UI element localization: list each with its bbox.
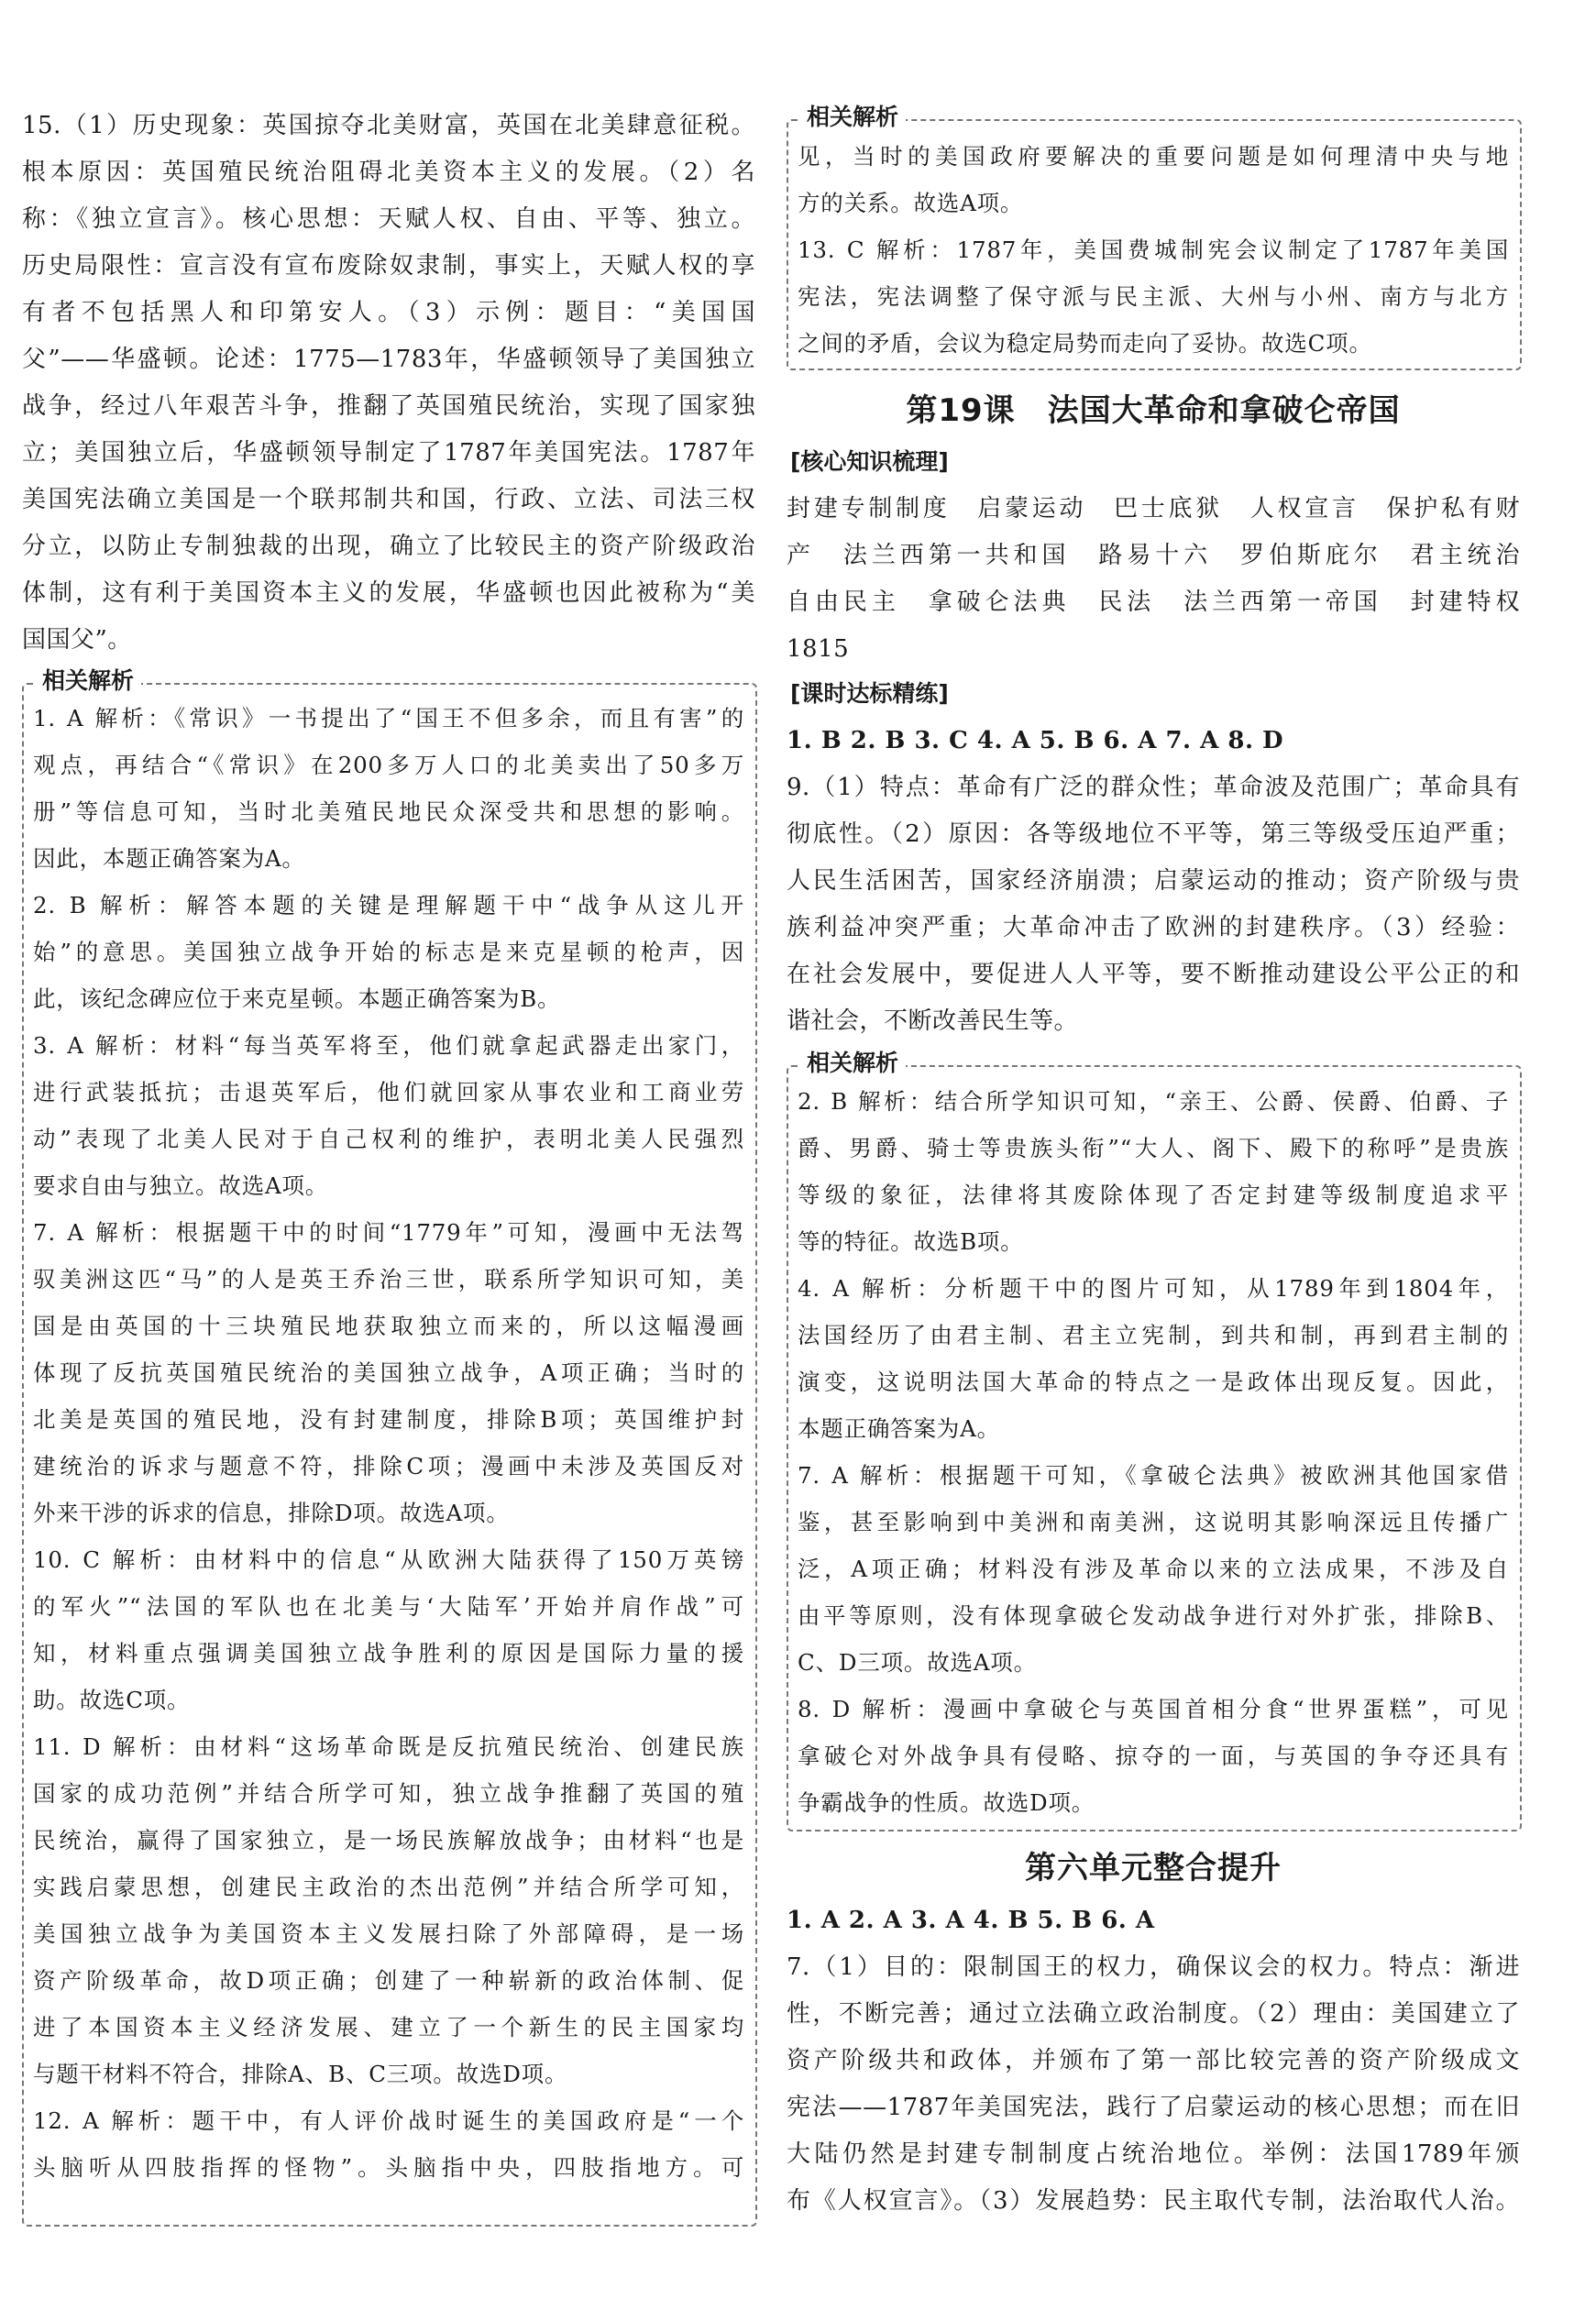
text-line: 驭美洲这匹“马”的人是英王乔治三世，联系所学知识可知，美 xyxy=(33,1266,744,1292)
text-line: 历史局限性：宣言没有宣布废除奴隶制，事实上，天赋人权的享 xyxy=(22,252,755,280)
text-line: 封建专制制度 启蒙运动 巴士底狱 人权宣言 保护私有财 xyxy=(787,495,1520,522)
text-line: 产 法兰西第一共和国 路易十六 罗伯斯庇尔 君主统治 xyxy=(787,542,1520,569)
text-line: 11. D 解析：由材料“这场革命既是反抗殖民统治、创建民族 xyxy=(33,1733,744,1760)
text-line: 因此，本题正确答案为A。 xyxy=(33,845,305,872)
text-line: 7. A 解析：根据题干中的时间“1779年”可知，漫画中无法驾 xyxy=(33,1219,744,1246)
text-line: 等的特征。故选B项。 xyxy=(798,1228,1024,1255)
core-knowledge-tag: [核心知识梳理] xyxy=(790,448,949,475)
text-line: 大陆仍然是封建专制制度占统治地位。举例：法国1789年颁 xyxy=(787,2140,1520,2168)
text-line: 与题干材料不符合，排除A、B、C三项。故选D项。 xyxy=(33,2061,568,2087)
text-line: 美国宪法确立美国是一个联邦制共和国，行政、立法、司法三权 xyxy=(22,486,755,513)
text-line: 在社会发展中，要促进人人平等，要不断推动建设公平公正的和 xyxy=(787,961,1520,988)
text-line: 4. A 解析：分析题干中的图片可知，从1789年到1804年， xyxy=(798,1275,1509,1302)
text-line: 演变，这说明法国大革命的特点之一是政体出现反复。因此， xyxy=(798,1369,1509,1395)
text-line: 要求自由与独立。故选A项。 xyxy=(33,1172,329,1199)
text-line: 父”——华盛顿。论述：1775—1783年，华盛顿领导了美国独立 xyxy=(22,346,755,373)
text-line: 助。故选C项。 xyxy=(33,1687,191,1713)
text-line: 分立，以防止专制独裁的出现，确立了比较民主的资产阶级政治 xyxy=(22,533,755,560)
text-line: 15.（1）历史现象：英国掠夺北美财富，英国在北美肆意征税。 xyxy=(22,112,755,139)
text-line: 人民生活困苦，国家经济崩溃；启蒙运动的推动；资产阶级与贵 xyxy=(787,867,1520,895)
text-line: 建统治的诉求与题意不符，排除C项；漫画中未涉及英国反对 xyxy=(33,1453,744,1480)
text-line: 实践启蒙思想，创建民主政治的杰出范例”并结合所学可知， xyxy=(33,1874,744,1900)
text-line: C、D三项。故选A项。 xyxy=(798,1649,1037,1676)
text-line: 体现了反抗英国殖民统治的美国独立战争，A项正确；当时的 xyxy=(33,1359,744,1386)
text-line: 等级的象征，法律将其废除体现了否定封建等级制度追求平 xyxy=(798,1182,1509,1208)
text-line: 此，该纪念碑应位于来克星顿。本题正确答案为B。 xyxy=(33,985,561,1012)
text-line: 性，不断完善；通过立法确立政治制度。（2）理由：美国建立了 xyxy=(787,2000,1520,2028)
text-line: 2. B 解析：结合所学知识可知，“亲王、公爵、侯爵、伯爵、子 xyxy=(798,1088,1509,1115)
text-line: 国是由英国的十三块殖民地获取独立而来的，所以这幅漫画 xyxy=(33,1313,744,1339)
text-line: 国家的成功范例”并结合所学可知，独立战争推翻了英国的殖 xyxy=(33,1780,744,1807)
text-line: 法国经历了由君主制、君主立宪制，到共和制，再到君主制的 xyxy=(798,1322,1509,1348)
text-line: 10. C 解析：由材料中的信息“从欧洲大陆获得了150万英镑 xyxy=(33,1546,744,1573)
text-line: 知，材料重点强调美国独立战争胜利的原因是国际力量的援 xyxy=(33,1640,744,1666)
text-line: 立；美国独立后，华盛顿领导制定了1787年美国宪法。1787年 xyxy=(22,439,755,467)
text-line: 观点，再结合“《常识》在200多万人口的北美卖出了50多万 xyxy=(33,752,744,778)
text-line: 爵、男爵、骑士等贵族头衔”“大人、阁下、殿下的称呼”是贵族 xyxy=(798,1135,1509,1161)
text-line: 册”等信息可知，当时北美殖民地民众深受共和思想的影响。 xyxy=(33,798,744,825)
text-line: 宪法——1787年美国宪法，践行了启蒙运动的核心思想；而在旧 xyxy=(787,2094,1520,2121)
text-line: 12. A 解析：题干中，有人评价战时诞生的美国政府是“一个 xyxy=(33,2107,744,2134)
text-line: 彻底性。（2）原因：各等级地位不平等，第三等级受压迫严重； xyxy=(787,820,1520,848)
text-line: 的军火”“法国的军队也在北美与‘大陆军’开始并肩作战”可 xyxy=(33,1593,744,1620)
text-line: 动”表现了北美人民对于自己权利的维护，表明北美人民强烈 xyxy=(33,1126,744,1152)
text-line: 拿破仑对外战争具有侵略、掠夺的一面，与英国的争夺还具有 xyxy=(798,1743,1509,1769)
text-line: 头脑听从四肢指挥的怪物”。头脑指中央，四肢指地方。可 xyxy=(33,2154,744,2181)
text-line: 根本原因：英国殖民统治阻碍北美资本主义的发展。（2）名 xyxy=(22,159,755,186)
text-line: 资产阶级革命，故D项正确；创建了一种崭新的政治体制、促 xyxy=(33,1967,744,1994)
answer-row: 1. A 2. A 3. A 4. B 5. B 6. A xyxy=(787,1907,1155,1934)
text-line: 之间的矛盾，会议为稳定局势而走向了妥协。故选C项。 xyxy=(798,330,1372,357)
related-analysis-title: 相关解析 xyxy=(799,104,906,131)
text-line: 资产阶级共和政体，并颁布了第一部比较完善的资产阶级成文 xyxy=(787,2047,1520,2074)
text-line: 始”的意思。美国独立战争开始的标志是来克星顿的枪声，因 xyxy=(33,939,744,965)
text-line: 谐社会，不断改善民生等。 xyxy=(787,1007,1079,1035)
text-line: 外来干涉的诉求的信息，排除D项。故选A项。 xyxy=(33,1500,510,1526)
text-line: 进了本国资本主义经济发展、建立了一个新生的民主国家均 xyxy=(33,2014,744,2040)
text-line: 民统治，赢得了国家独立，是一场民族解放战争；由材料“也是 xyxy=(33,1827,744,1854)
text-line: 本题正确答案为A。 xyxy=(798,1415,1000,1442)
text-line: 7. A 解析：根据题干可知，《拿破仑法典》被欧洲其他国家借 xyxy=(798,1462,1509,1489)
text-line: 称：《独立宣言》。核心思想：天赋人权、自由、平等、独立。 xyxy=(22,205,755,233)
text-line: 体制，这有利于美国资本主义的发展，华盛顿也因此被称为“美 xyxy=(22,579,755,607)
text-line: 7.（1）目的：限制国王的权力，确保议会的权力。特点：渐进 xyxy=(787,1953,1520,1981)
unit-title: 第六单元整合提升 xyxy=(1025,1850,1282,1886)
text-line: 进行武装抵抗；击退英军后，他们就回家从事农业和工商业劳 xyxy=(33,1079,744,1106)
text-line: 有者不包括黑人和印第安人。（3）示例：题目：“美国国 xyxy=(22,299,755,326)
text-line: 战争，经过八年艰苦斗争，推翻了英国殖民统治，实现了国家独 xyxy=(22,392,755,420)
text-line: 1. A 解析：《常识》一书提出了“国王不但多余，而且有害”的 xyxy=(33,705,744,732)
lesson-title: 第19课 法国大革命和拿破仑帝国 xyxy=(906,392,1401,429)
text-line: 鉴，甚至影响到中美洲和南美洲，这说明其影响深远且传播广 xyxy=(798,1509,1509,1535)
text-line: 布《人权宣言》。（3）发展趋势：民主取代专制，法治取代人治。 xyxy=(787,2187,1520,2215)
text-line: 3. A 解析：材料“每当英军将至，他们就拿起武器走出家门， xyxy=(33,1032,744,1059)
text-line: 北美是英国的殖民地，没有封建制度，排除B项；英国维护封 xyxy=(33,1406,744,1433)
text-line: 宪法，宪法调整了保守派与民主派、大州与小州、南方与北方 xyxy=(798,283,1509,310)
answer-row: 1. B 2. B 3. C 4. A 5. B 6. A 7. A 8. D xyxy=(787,727,1284,754)
text-line: 族利益冲突严重；大革命冲击了欧洲的封建秩序。（3）经验： xyxy=(787,914,1520,941)
related-analysis-title: 相关解析 xyxy=(35,667,141,695)
text-line: 美国独立战争为美国资本主义发展扫除了外部障碍，是一场 xyxy=(33,1920,744,1947)
text-line: 由平等原则，没有体现拿破仑发动战争进行对外扩张，排除B、 xyxy=(798,1602,1509,1629)
text-line: 2. B 解析：解答本题的关键是理解题干中“战争从这儿开 xyxy=(33,892,744,918)
text-line: 方的关系。故选A项。 xyxy=(798,190,1024,216)
text-line: 13. C 解析：1787年，美国费城制宪会议制定了1787年美国 xyxy=(798,236,1509,263)
text-line: 争霸战争的性质。故选D项。 xyxy=(798,1789,1095,1816)
text-line: 自由民主 拿破仑法典 民法 法兰西第一帝国 封建特权 xyxy=(787,588,1520,616)
text-line: 9.（1）特点：革命有广泛的群众性；革命波及范围广；革命具有 xyxy=(787,774,1520,801)
text-line: 1815 xyxy=(787,635,850,663)
related-analysis-title: 相关解析 xyxy=(799,1050,906,1077)
text-line: 泛，A项正确；材料没有涉及革命以来的立法成果，不涉及自 xyxy=(798,1556,1509,1582)
text-line: 见，当时的美国政府要解决的重要问题是如何理清中央与地 xyxy=(798,143,1509,170)
practice-tag: [课时达标精练] xyxy=(790,680,949,707)
text-line: 8. D 解析：漫画中拿破仑与英国首相分食“世界蛋糕”，可见 xyxy=(798,1696,1509,1722)
text-line: 国国父”。 xyxy=(22,626,132,654)
